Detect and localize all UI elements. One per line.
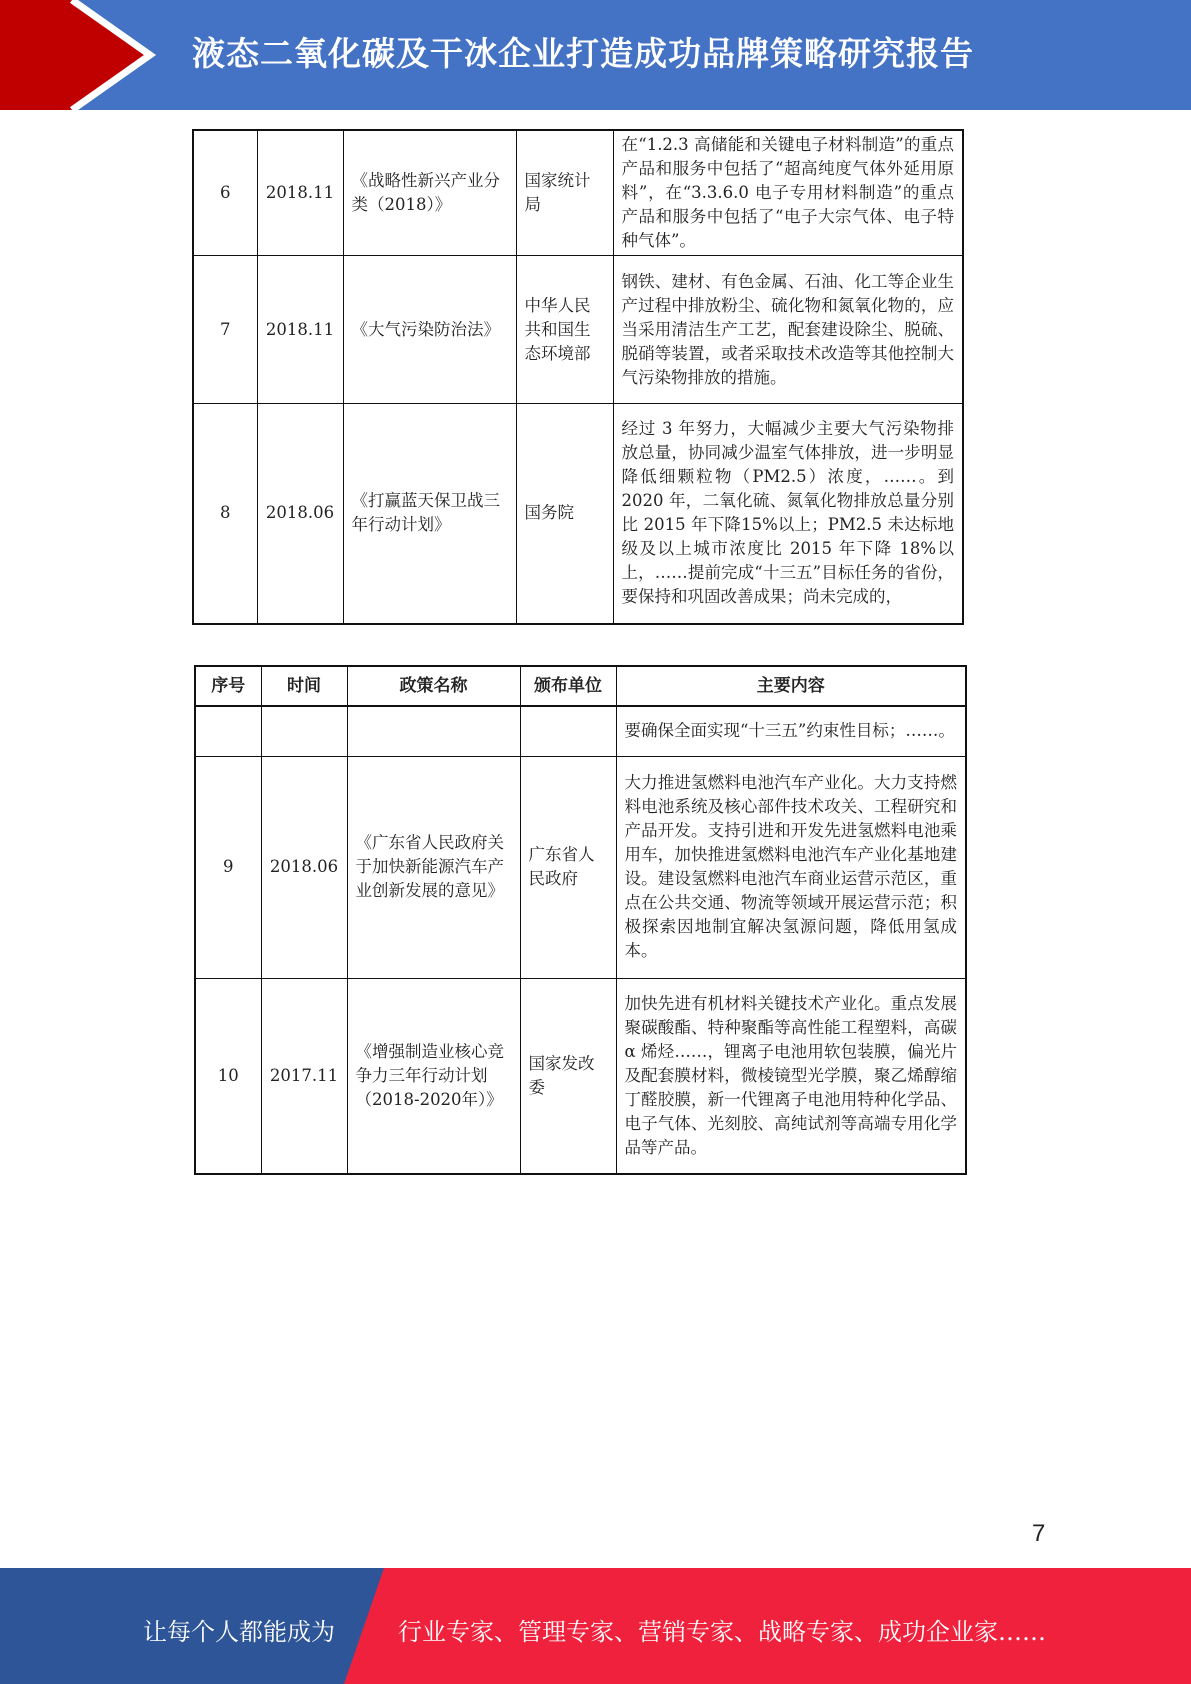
issuer: 国家发改委 (520, 978, 616, 1174)
policy-name: 《打赢蓝天保卫战三年行动计划》 (343, 404, 516, 624)
row-date: 2018.06 (261, 756, 347, 978)
policy-content: 在“1.2.3 高储能和关键电子材料制造”的重点产品和服务中包括了“超高纯度气体外延用原料”，在“3.3.6.0 电子专用材料制造”的重点产品和服务中包括了“电子大宗气体、电子特种气体”。 (613, 130, 963, 256)
policy-content: 大力推进氢燃料电池汽车产业化。大力支持燃料电池系统及核心部件技术攻关、工程研究和产品开发。支持引进和开发先进氢燃料电池乘用车，加快推进氢燃料电池汽车产业化基地建设。建设氢燃料电池汽车商业运营示范区，重点在公共交通、物流等领域开展运营示范；积极探索因地制宜解决氢源问题，降低用氢成本。 (616, 756, 966, 978)
footer-banner (0, 1568, 1191, 1684)
table-row (195, 706, 966, 756)
row-number: 8 (193, 404, 257, 624)
policy-content: 钢铁、建材、有色金属、石油、化工等企业生产过程中排放粉尘、硫化物和氮氧化物的，应当采用清洁生产工艺，配套建设除尘、脱硫、脱硝等装置，或者采取技术改造等其他控制大气污染物排放的措施。 (613, 256, 963, 404)
empty-cell (520, 706, 616, 756)
policy-name: 《增强制造业核心竞争力三年行动计划（2018-2020年）》 (347, 978, 520, 1174)
row-date: 2018.11 (257, 256, 343, 404)
policy-content: 经过 3 年努力，大幅减少主要大气污染物排放总量，协同减少温室气体排放，进一步明显降低细颗粒物（PM2.5）浓度，……。到 2020 年，二氧化硫、氮氧化物排放总量分别比 2015 年下降15%以上；PM2.5 未达标地级及以上城市浓度比 2015 年下降 18%以上，……提前完成“十三五”目标任务的省份，要保持和巩固改善成果；尚未完成的， (613, 404, 963, 624)
header-banner (0, 0, 1191, 110)
row-number: 6 (193, 130, 257, 256)
table-row (193, 130, 963, 256)
header-content: 主要内容 (616, 666, 966, 706)
policy-table (194, 665, 967, 1175)
policy-table-continued (192, 129, 964, 625)
empty-cell (261, 706, 347, 756)
header-issuer: 颁布单位 (520, 666, 616, 706)
policy-content: 加快先进有机材料关键技术产业化。重点发展聚碳酸酯、特种聚酯等高性能工程塑料，高碳 α 烯烃……，锂离子电池用软包装膜，偏光片及配套膜材料，微棱镜型光学膜，聚乙烯醇缩丁醛胶膜，新一代锂离子电池用特种化学品、电子气体、光刻胶、高纯试剂等高端专用化学品等产品。 (616, 978, 966, 1174)
footer-slogan-right: 行业专家、管理专家、营销专家、战略专家、成功企业家…… (398, 1618, 1046, 1646)
header-name: 政策名称 (347, 666, 520, 706)
header-num: 序号 (195, 666, 261, 706)
policy-name: 《广东省人民政府关于加快新能源汽车产业创新发展的意见》 (347, 756, 520, 978)
row-date: 2017.11 (261, 978, 347, 1174)
report-title: 液态二氧化碳及干冰企业打造成功品牌策略研究报告 (192, 34, 974, 73)
row-number: 9 (195, 756, 261, 978)
empty-cell (195, 706, 261, 756)
row-date: 2018.11 (257, 130, 343, 256)
table-row (195, 978, 966, 1174)
table-row (193, 256, 963, 404)
footer-slogan-left: 让每个人都能成为 (143, 1618, 335, 1646)
issuer: 国家统计局 (516, 130, 613, 256)
issuer: 中华人民共和国生态环境部 (516, 256, 613, 404)
row-number: 7 (193, 256, 257, 404)
page-number: 7 (1032, 1520, 1046, 1547)
empty-cell (347, 706, 520, 756)
table-header-row (195, 666, 966, 706)
row-date: 2018.06 (257, 404, 343, 624)
row-number: 10 (195, 978, 261, 1174)
issuer: 国务院 (516, 404, 613, 624)
table-row (193, 404, 963, 624)
policy-content-continued: 要确保全面实现“十三五”约束性目标；……。 (616, 706, 966, 756)
table-row (195, 756, 966, 978)
issuer: 广东省人民政府 (520, 756, 616, 978)
chevron-decoration (0, 0, 160, 110)
header-date: 时间 (261, 666, 347, 706)
policy-name: 《战略性新兴产业分类（2018）》 (343, 130, 516, 256)
policy-name: 《大气污染防治法》 (343, 256, 516, 404)
